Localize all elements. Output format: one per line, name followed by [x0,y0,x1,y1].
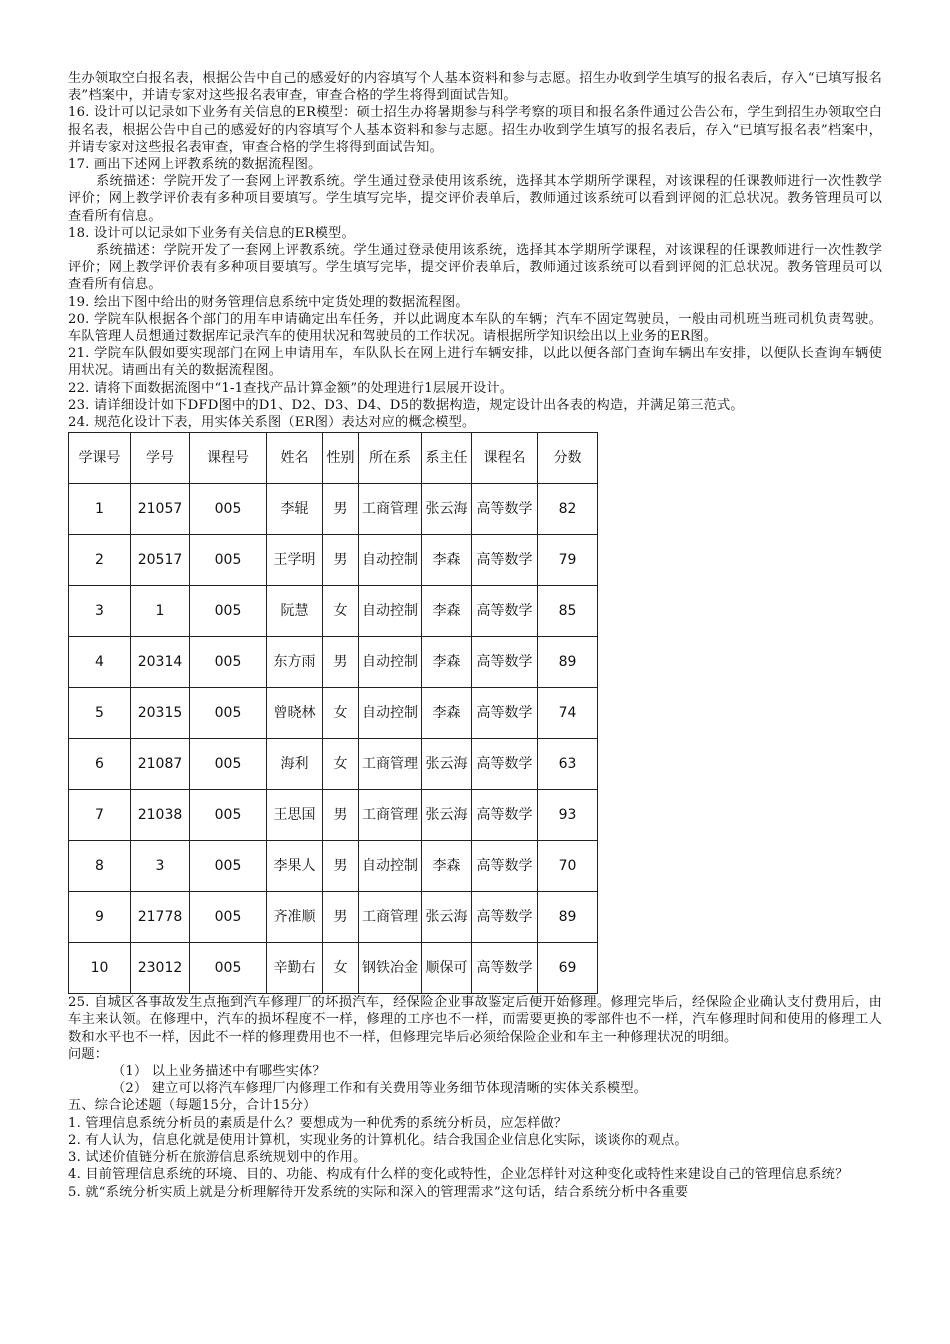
table-cell: 高等数学 [472,637,538,688]
table-cell: 男 [323,892,359,943]
paragraph: 25. 自城区各事故发生点拖到汽车修理厂的坏损汽车，经保险企业事故鉴定后便开始修理。修理完毕后，经保险企业确认支付费用后，由车主来认领。在修理中，汽车的损坏程度不一样，修理的工序也不一样，而需要更换的零部件也不一样，汽车修理时间和使用的修理工人数和水平也不一样，因此不一样的修理费用也不一样，但修理完毕后必须给保险企业和车主一种修理状况的明细。 [68,995,882,1045]
paragraph: 1. 管理信息系统分析员的素质是什么？要想成为一种优秀的系统分析员，应怎样做？ [68,1115,568,1131]
table-cell: 85 [538,586,598,637]
paragraph: 生办领取空白报名表，根据公告中自己的感爱好的内容填写个人基本资料和参与志愿。招生办收到学生填写的报名表后，存入“已填写报名表”档案中，并请专家对这些报名表审查，审查合格的学生将得到面试告知。 [68,71,882,104]
table-cell: 齐准顺 [267,892,323,943]
paragraph: 3. 试述价值链分析在旅游信息系统规划中的作用。 [68,1150,367,1166]
table-cell: 高等数学 [472,892,538,943]
table-cell: 自动控制 [359,535,422,586]
table-cell: 70 [538,841,598,892]
table-cell: 海利 [267,739,323,790]
table-cell: 李森 [422,688,472,739]
table-cell: 82 [538,484,598,535]
table-cell: 阮慧 [267,586,323,637]
paragraph: （2） 建立可以将汽车修理厂内修理工作和有关费用等业务细节体现清晰的实体关系模型。 [112,1081,648,1097]
table-cell: 1 [69,484,131,535]
table-row [69,892,598,943]
column-header: 学课号 [69,433,131,484]
paragraph: 系统描述：学院开发了一套网上评教系统。学生通过登录使用该系统，选择其本学期所学课程，对该课程的任课教师进行一次性教学评价；网上教学评价表有多种项目要填写。学生填写完毕，提交评价表单后，教师通过该系统可以看到评阅的汇总状况。教务管理员可以查看所有信息。 [68,174,882,224]
student-course-table [68,432,598,994]
table-cell: 005 [190,841,267,892]
table-cell: 69 [538,943,598,994]
paragraph: 2. 有人认为，信息化就是使用计算机，实现业务的计算机化。结合我国企业信息化实际，谈谈你的观点。 [68,1132,688,1148]
table-cell: 高等数学 [472,586,538,637]
table-row [69,841,598,892]
table-cell: 4 [69,637,131,688]
table-cell: 8 [69,841,131,892]
table-cell: 高等数学 [472,841,538,892]
table-cell: 3 [69,586,131,637]
table-row [69,790,598,841]
table-row [69,586,598,637]
paragraph: 17. 画出下述网上评教系统的数据流程图。 [68,157,322,173]
table-cell: 李森 [422,841,472,892]
table-cell: 顺保可 [422,943,472,994]
table-cell: 005 [190,586,267,637]
table-cell: 89 [538,637,598,688]
table-cell: 3 [131,841,190,892]
table-cell: 东方雨 [267,637,323,688]
table-cell: 79 [538,535,598,586]
table-cell: 20315 [131,688,190,739]
table-cell: 女 [323,943,359,994]
table-row [69,484,598,535]
table-cell: 曾晓林 [267,688,323,739]
table-cell: 工商管理 [359,739,422,790]
table-body [69,484,598,994]
table-row [69,637,598,688]
table-cell: 李森 [422,535,472,586]
question-list-top [68,70,882,431]
column-header: 系主任 [422,433,472,484]
table-row [69,535,598,586]
table-cell: 005 [190,892,267,943]
table-cell: 张云海 [422,484,472,535]
paragraph: 系统描述：学院开发了一套网上评教系统。学生通过登录使用该系统，选择其本学期所学课程，对该课程的任课教师进行一次性教学评价；网上教学评价表有多种项目要填写。学生填写完毕，提交评价表单后，教师通过该系统可以看到评阅的汇总状况。教务管理员可以查看所有信息。 [68,243,882,293]
column-header: 学号 [131,433,190,484]
table-cell: 21778 [131,892,190,943]
table-cell: 高等数学 [472,535,538,586]
table-cell: 6 [69,739,131,790]
table-cell: 李森 [422,637,472,688]
table-cell: 005 [190,790,267,841]
table-cell: 005 [190,637,267,688]
paragraph: 18. 设计可以记录如下业务有关信息的ER模型。 [68,225,355,241]
table-cell: 74 [538,688,598,739]
table-cell: 自动控制 [359,688,422,739]
table-cell: 005 [190,943,267,994]
table-cell: 21087 [131,739,190,790]
table-cell: 23012 [131,943,190,994]
table-cell: 钢铁冶金 [359,943,422,994]
table-cell: 高等数学 [472,688,538,739]
table-row [69,943,598,994]
table-cell: 1 [131,586,190,637]
table-cell: 男 [323,790,359,841]
table-cell: 张云海 [422,790,472,841]
table-cell: 男 [323,484,359,535]
table-cell: 7 [69,790,131,841]
table-cell: 王学明 [267,535,323,586]
table-cell: 10 [69,943,131,994]
table-cell: 63 [538,739,598,790]
table-cell: 高等数学 [472,739,538,790]
table-cell: 高等数学 [472,943,538,994]
table-cell: 王思国 [267,790,323,841]
column-header: 所在系 [359,433,422,484]
table-cell: 5 [69,688,131,739]
table-cell: 89 [538,892,598,943]
table-cell: 李辊 [267,484,323,535]
column-header: 课程名 [472,433,538,484]
table-cell: 9 [69,892,131,943]
paragraph: 16. 设计可以记录如下业务有关信息的ER模型：硕士招生办将暑期参与科学考察的项目和报名条件通过公告公布，学生到招生办领取空白报名表，根据公告中自己的感爱好的内容填写个人基本资料和参与志愿。招生办收到学生填写的报名表后，存入“已填写报名表”档案中，并请专家对这些报名表审查，审查合格的学生将得到面试告知。 [68,105,882,155]
paragraph: 五、综合论述题（每题15分，合计15分） [68,1098,317,1114]
paragraph: 5. 就“系统分析实质上就是分析理解待开发系统的实际和深入的管理需求”这句话，结合系统分析中各重要 [68,1184,689,1200]
table-cell: 自动控制 [359,841,422,892]
table-cell: 自动控制 [359,586,422,637]
table-cell: 李森 [422,586,472,637]
table-cell: 男 [323,841,359,892]
table-cell: 工商管理 [359,892,422,943]
table-cell: 005 [190,484,267,535]
table-row [69,688,598,739]
table-cell: 男 [323,535,359,586]
table-cell: 005 [190,688,267,739]
question-list-bottom [68,994,882,1200]
table-cell: 21057 [131,484,190,535]
table-row [69,739,598,790]
table-cell: 李果人 [267,841,323,892]
table-cell: 005 [190,535,267,586]
table-cell: 张云海 [422,892,472,943]
table-cell: 男 [323,637,359,688]
table-cell: 93 [538,790,598,841]
paragraph: 23. 请详细设计如下DFD图中的D1、D2、D3、D4、D5的数据构造，规定设计出各表的构造，并满足第三范式。 [68,397,744,413]
column-header: 姓名 [267,433,323,484]
table-cell: 女 [323,586,359,637]
table-cell: 辛勤右 [267,943,323,994]
column-header: 分数 [538,433,598,484]
table-cell: 2 [69,535,131,586]
table-cell: 高等数学 [472,790,538,841]
table-cell: 女 [323,688,359,739]
column-header: 课程号 [190,433,267,484]
table-cell: 张云海 [422,739,472,790]
table-cell: 005 [190,739,267,790]
table-cell: 工商管理 [359,790,422,841]
table-cell: 工商管理 [359,484,422,535]
paragraph: 24. 规范化设计下表，用实体关系图（ER图）表达对应的概念模型。 [68,415,476,431]
paragraph: 19. 绘出下图中给出的财务管理信息系统中定货处理的数据流程图。 [68,294,469,310]
paragraph: 问题： [68,1046,109,1062]
table-cell: 自动控制 [359,637,422,688]
paragraph: 20. 学院车队根据各个部门的用车申请确定出车任务，并以此调度本车队的车辆；汽车不固定驾驶员，一般由司机班当班司机负责驾驶。车队管理人员想通过数据库记录汽车的使用状况和驾驶员的工作状况。请根据所学知识绘出以上业务的ER图。 [68,311,882,345]
table-cell: 21038 [131,790,190,841]
table-header-row [69,433,598,484]
paragraph: 22. 请将下面数据流图中“1-1查找产品计算金额”的处理进行1层展开设计。 [68,380,514,396]
table-cell: 高等数学 [472,484,538,535]
document-page [68,70,882,1201]
paragraph: 21. 学院车队假如要实现部门在网上申请用车，车队队长在网上进行车辆安排，以此以便各部门查询车辆出车安排，以便队长查询车辆使用状况。请画出有关的数据流程图。 [68,346,882,379]
table-cell: 女 [323,739,359,790]
table-cell: 20517 [131,535,190,586]
column-header: 性别 [323,433,359,484]
paragraph: 4. 目前管理信息系统的环境、目的、功能、构成有什么样的变化或特性，企业怎样针对这种变化或特性来建设自己的管理信息系统？ [68,1167,849,1183]
paragraph: （1） 以上业务描述中有哪些实体？ [112,1064,326,1080]
table-cell: 20314 [131,637,190,688]
